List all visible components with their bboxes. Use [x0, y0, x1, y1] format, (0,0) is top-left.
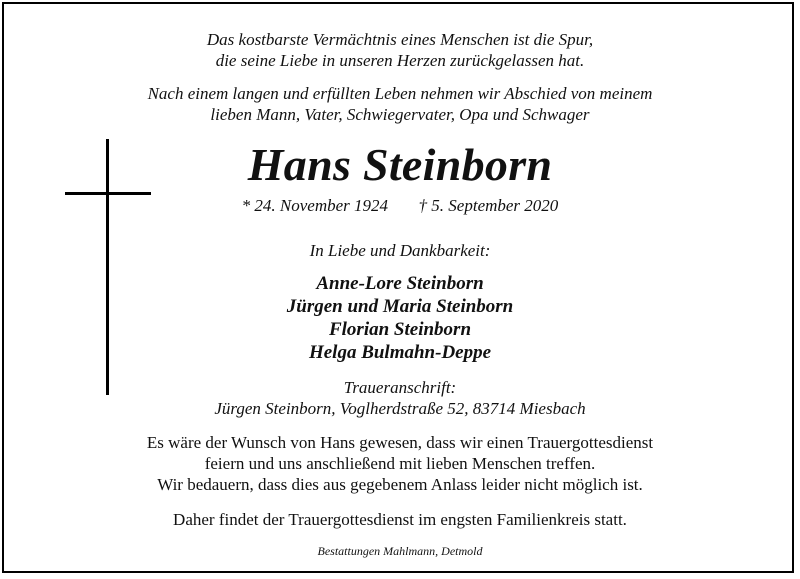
mourner-name: Anne-Lore Steinborn	[316, 273, 484, 294]
death-date: † 5. September 2020	[418, 196, 559, 215]
mourners-heading: In Liebe und Dankbarkeit:	[309, 241, 491, 260]
notice-line-4: Daher findet der Trauergottesdienst im engsten Familienkreis statt.	[173, 510, 627, 529]
quote-line-1: Das kostbarste Vermächtnis eines Menschen ist die Spur,	[206, 30, 594, 49]
notice-line-1: Es wäre der Wunsch von Hans gewesen, dass wir einen Trauergottesdienst	[146, 433, 654, 452]
notice-line-2: feiern und uns anschließend mit lieben Menschen treffen.	[204, 454, 596, 473]
life-dates	[0, 196, 800, 216]
birth-date: * 24. November 1924	[241, 196, 389, 215]
deceased-name: Hans Steinborn	[247, 139, 553, 190]
quote-line-2: die seine Liebe in unseren Herzen zurückgelassen hat.	[215, 51, 585, 70]
mourner-name: Helga Bulmahn-Deppe	[308, 342, 492, 363]
address-value: Jürgen Steinborn, Voglherdstraße 52, 83714 Miesbach	[214, 399, 586, 418]
intro-line-1: Nach einem langen und erfüllten Leben nehmen wir Abschied von meinem	[147, 84, 653, 103]
cross-icon-bar	[65, 192, 151, 195]
undertaker-credit: Bestattungen Mahlmann, Detmold	[317, 544, 483, 558]
mourner-name: Florian Steinborn	[328, 319, 472, 340]
notice-line-3: Wir bedauern, dass dies aus gegebenem Anlass leider nicht möglich ist.	[157, 475, 643, 494]
intro-line-2: lieben Mann, Vater, Schwiegervater, Opa und Schwager	[210, 105, 590, 124]
mourner-name: Jürgen und Maria Steinborn	[286, 296, 514, 317]
address-label: Traueranschrift:	[343, 378, 457, 397]
